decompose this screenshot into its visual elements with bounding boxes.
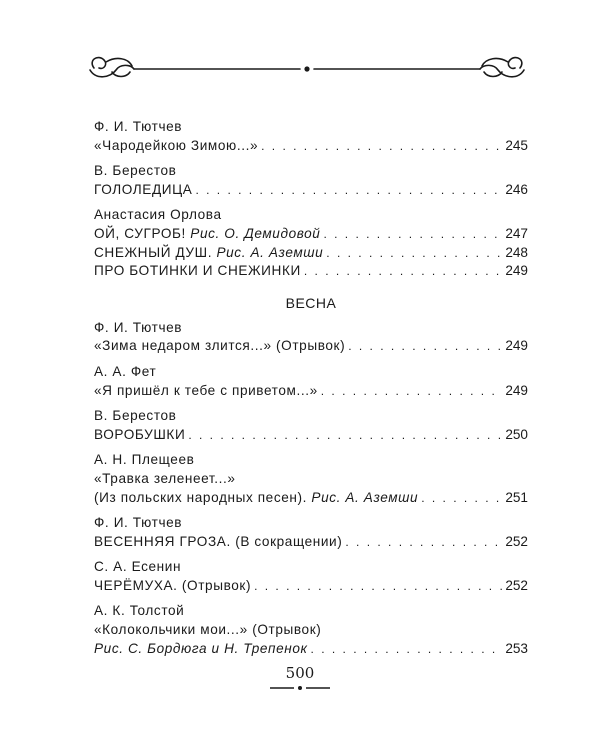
work-title-text: «Зима недаром злится...» (Отрывок) [94,338,346,354]
page-ref: 249 [505,382,528,398]
author-name-text: А. Н. Плещеев [94,452,195,468]
dot-leader [261,137,502,156]
illustrator-credit: Рис. А. Аземши [311,489,419,505]
toc-line [94,577,528,596]
section-title: ВЕСНА [285,294,337,311]
author-name-text: А. А. Фет [94,363,157,379]
work-title [94,621,321,640]
toc-entry [94,162,528,199]
toc-line [94,244,528,263]
work-title [94,533,342,552]
author-name [94,558,528,577]
toc-line [94,489,528,508]
toc-entry [94,363,528,400]
author-name-text: А. К. Толстой [94,603,185,619]
work-title-text: ПРО БОТИНКИ И СНЕЖИНКИ [94,263,301,279]
author-name [94,319,528,338]
toc-line [94,225,528,244]
toc-entry [94,602,528,658]
work-title-text: «Травка зеленеет...» [94,470,236,486]
work-title [94,181,192,200]
toc-entry [94,451,528,507]
work-title-text: ГОЛОЛЕДИЦА [94,181,193,197]
author-name [94,206,528,225]
author-name [94,162,528,181]
illustrator-credit: Рис. С. Бордюга и Н. Трепенок [94,640,308,656]
toc-line [94,426,528,445]
author-name [94,118,528,137]
dot-leader [254,577,502,596]
author-name [94,602,528,621]
author-name [94,363,528,382]
dot-leader [326,244,502,263]
dot-leader [323,225,502,244]
author-name [94,451,528,470]
work-title [94,244,323,263]
toc-line [94,640,528,659]
author-name-text: В. Берестов [94,408,177,424]
page-ref: 250 [505,426,528,442]
toc-line [94,470,528,489]
toc-entry [94,118,528,155]
work-title [94,426,185,445]
work-title-text: ОЙ, СУГРОБ! [94,225,186,241]
work-title-text: ВЕСЕННЯЯ ГРОЗА. (В сокращении) [94,533,343,549]
page-ref: 252 [505,533,528,549]
work-title [94,337,345,356]
work-title-text: «Колокольчики мои...» (Отрывок) [94,622,322,638]
dot-leader [188,426,502,445]
page-ref: 249 [505,338,528,354]
author-name-text: Анастасия Орлова [94,207,222,223]
author-name-text: В. Берестов [94,163,177,179]
author-name [94,514,528,533]
author-name [94,407,528,426]
table-of-contents [94,118,528,665]
toc-entry [94,319,528,356]
toc-entry [94,514,528,551]
work-title-text: ЧЕРЁМУХА. (Отрывок) [94,577,252,593]
toc-line [94,137,528,156]
work-title [94,137,258,156]
page-ref: 252 [505,577,528,593]
work-title [94,640,308,659]
toc-entry [94,206,528,280]
page-ref: 247 [505,225,528,241]
dot-leader [345,533,502,552]
work-title [94,225,320,244]
work-title-text: «Я пришёл к тебе с приветом...» [94,382,318,398]
toc-line [94,262,528,281]
work-title-text: (Из польских народных песен). [94,489,308,505]
toc-entry [94,558,528,595]
work-title [94,382,318,401]
work-title-text: СНЕЖНЫЙ ДУШ. [94,244,213,260]
work-title-text: ВОРОБУШКИ [94,426,186,442]
page-ref: 248 [505,244,528,260]
work-title [94,489,418,508]
work-title [94,470,236,489]
author-name-text: Ф. И. Тютчев [94,515,183,531]
toc-entry [94,407,528,444]
toc-line [94,533,528,552]
dot-leader [348,337,502,356]
page-ref: 253 [505,640,528,656]
toc-line [94,337,528,356]
toc-line [94,382,528,401]
dot-leader [421,489,502,508]
page-ref: 245 [505,137,528,153]
toc-line [94,621,528,640]
page-ref: 249 [505,263,528,279]
work-title [94,262,301,281]
dot-leader [195,181,502,200]
toc-line [94,181,528,200]
dot-leader [304,262,502,281]
author-name-text: Ф. И. Тютчев [94,119,183,134]
author-name-text: Ф. И. Тютчев [94,319,183,335]
dot-leader [311,640,503,659]
page-rule-ornament [270,684,330,692]
page-ref: 251 [505,489,528,505]
illustrator-credit: Рис. О. Демидовой [190,225,321,241]
illustrator-credit: Рис. А. Аземши [216,244,324,260]
work-title [94,577,251,596]
flourish-ornament-icon [86,50,528,86]
page-ref: 246 [505,181,528,197]
dot-leader [321,382,503,401]
page-number: 500 [285,664,315,682]
author-name-text: С. А. Есенин [94,559,182,575]
work-title-text: «Чародейкою Зимою...» [94,137,259,153]
